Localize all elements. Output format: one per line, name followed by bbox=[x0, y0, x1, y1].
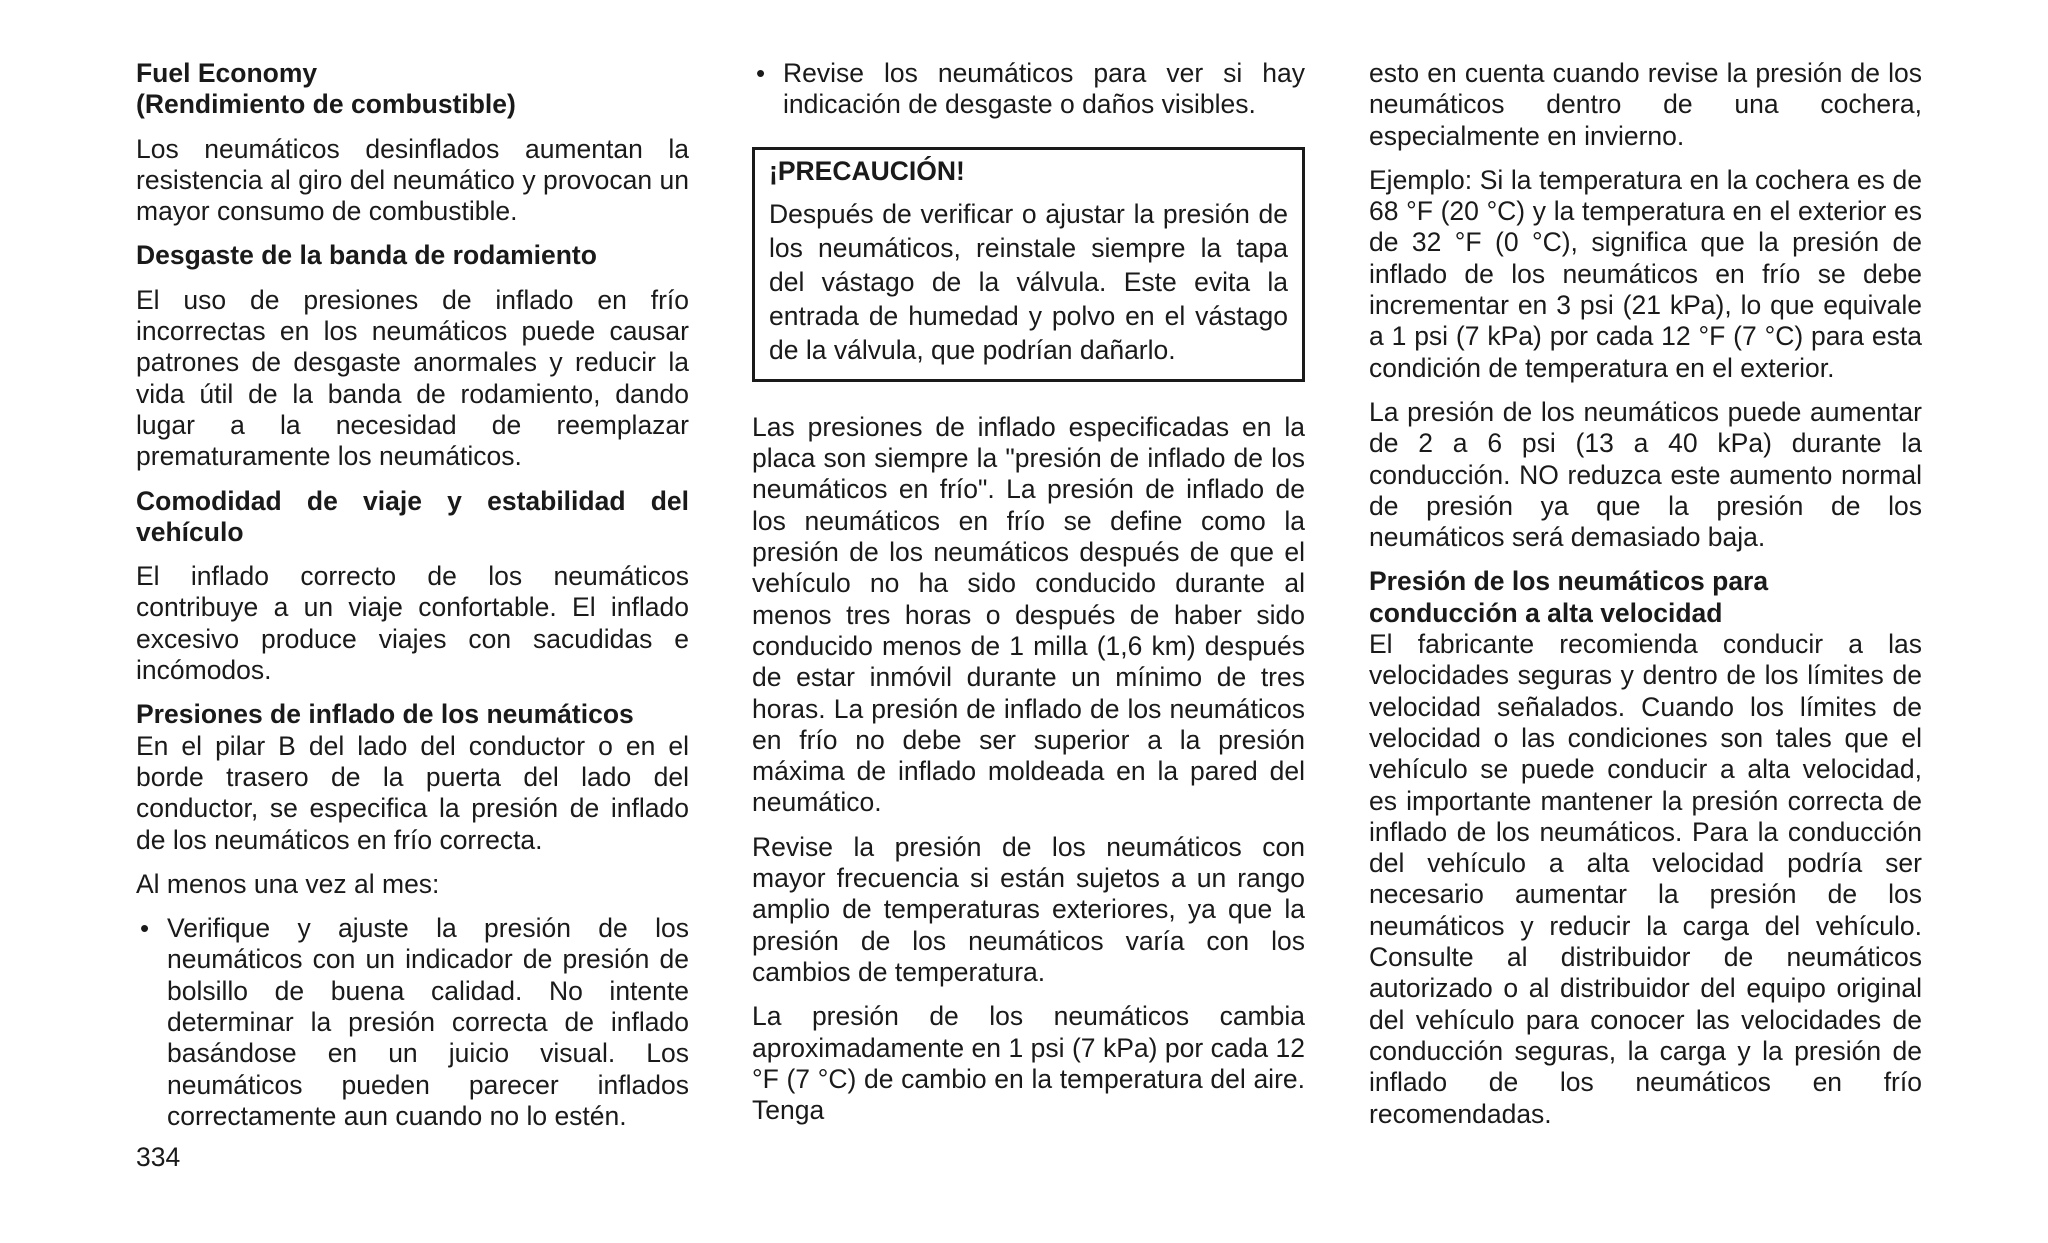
paragraph-monthly: Al menos una vez al mes: bbox=[136, 868, 440, 899]
heading-tread-wear: Desgaste de la banda de rodamiento bbox=[136, 240, 597, 271]
heading-fuel-economy bbox=[136, 58, 689, 121]
bullet-icon: • bbox=[756, 58, 766, 88]
paragraph-high-speed: El fabricante recomienda conducir a las velocidades seguras y dentro de los límites de velocidad señalados. Cuando los límites de velocidad o las condiciones son tales que el vehículo se puede conducir a alta velocidad, es importante mantener la presión correcta de inflado de los neumáticos. Para la conducción del vehículo a alta velocidad podría ser necesario aumentar la presión de los neumáticos y reducir la carga del vehículo. Consulte al distribuidor de neumáticos autorizado o al distribuidor del equipo original del vehículo para conocer las velocidades de conducción seguras, la carga y la presión de inflado de los neumáticos en frío recomendadas. bbox=[1369, 629, 1922, 1129]
heading-high-speed-line-1: Presión de los neumáticos para bbox=[1369, 566, 1769, 597]
column-middle bbox=[752, 58, 1305, 1139]
paragraph-temperature-change: La presión de los neumáticos cambia aproximadamente en 1 psi (7 kPa) por cada 12 °F (7 °C) de cambio en la temperatura del aire. Tenga bbox=[752, 1001, 1305, 1126]
paragraph-check-frequency: Revise la presión de los neumáticos con mayor frecuencia si están sujetos a un rango amplio de temperaturas exteriores, ya que la presión de los neumáticos varía con los cambios de temperatura. bbox=[752, 831, 1305, 987]
bullet-icon: • bbox=[140, 913, 150, 944]
paragraph-ride-comfort: El inflado correcto de los neumáticos contribuye a un viaje confortable. El inflado excesivo produce viajes con sacudidas e incómodos. bbox=[136, 561, 689, 686]
heading-fuel-economy-line-2: (Rendimiento de combustible) bbox=[136, 89, 516, 120]
column-right bbox=[1369, 58, 1922, 1143]
heading-ride-comfort: Comodidad de viaje y estabilidad del vehículo bbox=[136, 485, 689, 547]
bullet-text-verify: Verifique y ajuste la presión de los neumáticos con un indicador de presión de bolsillo de buena calidad. No intente determinar la presión correcta de inflado basándose en un juicio visual. Los neumáticos pueden parecer inflados correctamente aun cuando no lo estén. bbox=[167, 913, 689, 1131]
heading-high-speed bbox=[1369, 566, 1922, 629]
bullet-item-verify bbox=[136, 913, 689, 1132]
heading-high-speed-line-2: conducción a alta velocidad bbox=[1369, 597, 1723, 628]
bullet-list-checks-continued bbox=[752, 58, 1305, 121]
caution-box bbox=[752, 147, 1305, 382]
paragraph-fuel-economy: Los neumáticos desinflados aumentan la resistencia al giro del neumático y provocan un mayor consumo de combustible. bbox=[136, 133, 689, 227]
paragraph-driving-increase: La presión de los neumáticos puede aumentar de 2 a 6 psi (13 a 40 kPa) durante la conducción. NO reduzca este aumento normal de presión ya que la presión de los neumáticos será demasiado baja. bbox=[1369, 396, 1922, 553]
paragraph-garage: esto en cuenta cuando revise la presión de los neumáticos dentro de una cochera, especialmente en invierno. bbox=[1369, 58, 1922, 151]
paragraph-tread-wear: El uso de presiones de inflado en frío incorrectas en los neumáticos puede causar patrones de desgaste anormales y reducir la vida útil de la banda de rodamiento, dando lugar a la necesidad de reemplazar prematuramente los neumáticos. bbox=[136, 284, 689, 472]
bullet-list-checks bbox=[136, 913, 689, 1132]
caution-title: ¡PRECAUCIÓN! bbox=[769, 155, 965, 186]
paragraph-cold-pressure: Las presiones de inflado especificadas en la placa son siempre la "presión de inflado de los neumáticos en frío". La presión de inflado de los neumáticos en frío se define como la presión de los neumáticos después de que el vehículo no ha sido conducido durante al menos tres horas o después de haber sido conducido menos de 1 milla (1,6 km) después de estar inmóvil durante un mínimo de tres horas. La presión de inflado de los neumáticos en frío no debe ser superior a la presión máxima de inflado moldeada en la pared del neumático. bbox=[752, 411, 1305, 818]
paragraph-example: Ejemplo: Si la temperatura en la cochera es de 68 °F (20 °C) y la temperatura en el exterior es de 32 °F (0 °C), significa que la presión de inflado de los neumáticos en frío se debe incrementar en 3 psi (21 kPa), lo que equivale a 1 psi (7 kPa) por cada 12 °F (7 °C) para esta condición de temperatura en el exterior. bbox=[1369, 164, 1922, 383]
bullet-text-inspect: Revise los neumáticos para ver si hay indicación de desgaste o daños visibles. bbox=[783, 58, 1305, 120]
page-number: 334 bbox=[136, 1142, 181, 1172]
heading-fuel-economy-line-1: Fuel Economy bbox=[136, 58, 318, 88]
caution-text: Después de verificar o ajustar la presión de los neumáticos, reinstale siempre la tapa del vástago de la válvula. Este evita la entrada de humedad y polvo en el vástago de la válvula, que podrían dañarlo. bbox=[769, 198, 1288, 365]
bullet-item-inspect bbox=[752, 58, 1305, 121]
heading-inflation-pressures: Presiones de inflado de los neumáticos bbox=[136, 699, 634, 730]
paragraph-inflation-pressures: En el pilar B del lado del conductor o en el borde trasero de la puerta del lado del conductor, se especifica la presión de inflado de los neumáticos en frío correcta. bbox=[136, 730, 689, 855]
column-left bbox=[136, 58, 689, 1145]
